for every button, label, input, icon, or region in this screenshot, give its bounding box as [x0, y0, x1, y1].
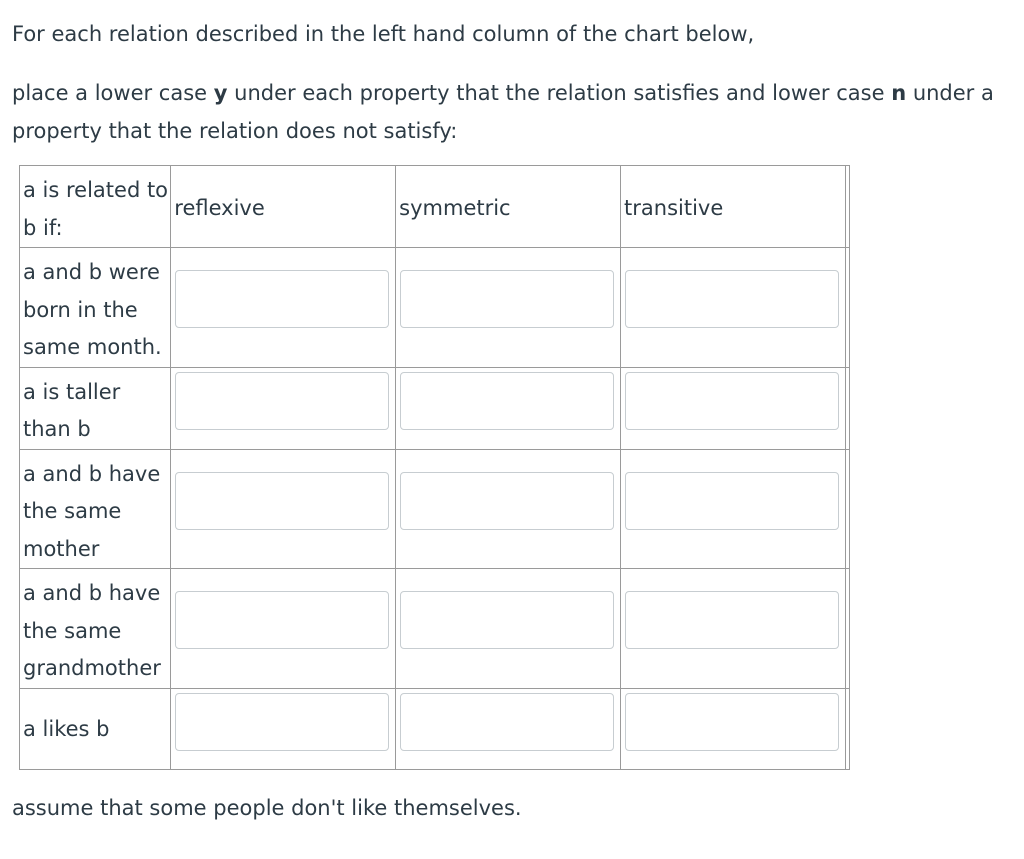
header-reflexive-cell — [171, 166, 396, 248]
symmetric-cell — [396, 248, 621, 368]
symmetric-cell — [396, 449, 621, 569]
reflexive-answer-input[interactable] — [175, 372, 389, 430]
transitive-cell — [621, 248, 846, 368]
reflexive-cell — [171, 367, 396, 449]
header-transitive-cell — [621, 166, 846, 248]
reflexive-cell — [171, 569, 396, 689]
relation-cell — [20, 688, 171, 769]
symmetric-cell — [396, 688, 621, 769]
instructions-text — [12, 74, 1012, 150]
header-relation-label: a is related to b if: — [23, 178, 169, 240]
reflexive-answer-input[interactable] — [175, 472, 389, 530]
table-row — [20, 569, 850, 689]
header-transitive-label: transitive — [624, 196, 724, 220]
relation-label: a and b were born in the same month. — [23, 260, 162, 359]
outro-text: assume that some people don't like themselves. — [12, 796, 522, 820]
table-row — [20, 367, 850, 449]
symmetric-answer-input[interactable] — [400, 472, 614, 530]
table-edge — [845, 688, 849, 769]
symmetric-answer-input[interactable] — [400, 270, 614, 328]
transitive-cell — [621, 688, 846, 769]
table-edge — [845, 166, 849, 248]
transitive-answer-input[interactable] — [625, 693, 839, 751]
symmetric-answer-input[interactable] — [400, 693, 614, 751]
relation-cell — [20, 367, 171, 449]
instructions-part-1: place a lower case — [12, 81, 214, 105]
table-edge — [845, 449, 849, 569]
header-symmetric-label: symmetric — [399, 196, 511, 220]
symmetric-cell — [396, 569, 621, 689]
table-edge — [845, 569, 849, 689]
table-row — [20, 248, 850, 368]
instructions-part-2: under each property that the relation satisfies and lower case — [227, 81, 892, 105]
reflexive-answer-input[interactable] — [175, 693, 389, 751]
reflexive-cell — [171, 248, 396, 368]
relation-label: a is taller than b — [23, 379, 121, 441]
transitive-cell — [621, 569, 846, 689]
reflexive-answer-input[interactable] — [175, 270, 389, 328]
relation-cell — [20, 449, 171, 569]
relation-label: a and b have the same grandmother — [23, 581, 161, 680]
intro-text: For each relation described in the left hand column of the chart below, — [12, 22, 755, 46]
transitive-answer-input[interactable] — [625, 591, 839, 649]
table-edge — [845, 248, 849, 368]
transitive-answer-input[interactable] — [625, 270, 839, 328]
n-letter: n — [891, 81, 907, 105]
transitive-answer-input[interactable] — [625, 372, 839, 430]
header-relation-cell — [20, 166, 171, 248]
transitive-cell — [621, 449, 846, 569]
relation-cell — [20, 248, 171, 368]
symmetric-cell — [396, 367, 621, 449]
table-edge — [845, 367, 849, 449]
table-row — [20, 688, 850, 769]
reflexive-answer-input[interactable] — [175, 591, 389, 649]
table-row — [20, 449, 850, 569]
reflexive-cell — [171, 688, 396, 769]
header-row — [20, 166, 850, 248]
header-reflexive-label: reflexive — [174, 196, 265, 220]
symmetric-answer-input[interactable] — [400, 372, 614, 430]
relations-table — [19, 165, 850, 770]
relation-label: a likes b — [23, 716, 110, 741]
instructions-part-3: under a property that the relation does not satisfy: — [12, 81, 994, 143]
y-letter: y — [213, 81, 228, 105]
reflexive-cell — [171, 449, 396, 569]
transitive-answer-input[interactable] — [625, 472, 839, 530]
relation-cell — [20, 569, 171, 689]
transitive-cell — [621, 367, 846, 449]
header-symmetric-cell — [396, 166, 621, 248]
relation-label: a and b have the same mother — [23, 461, 161, 561]
symmetric-answer-input[interactable] — [400, 591, 614, 649]
